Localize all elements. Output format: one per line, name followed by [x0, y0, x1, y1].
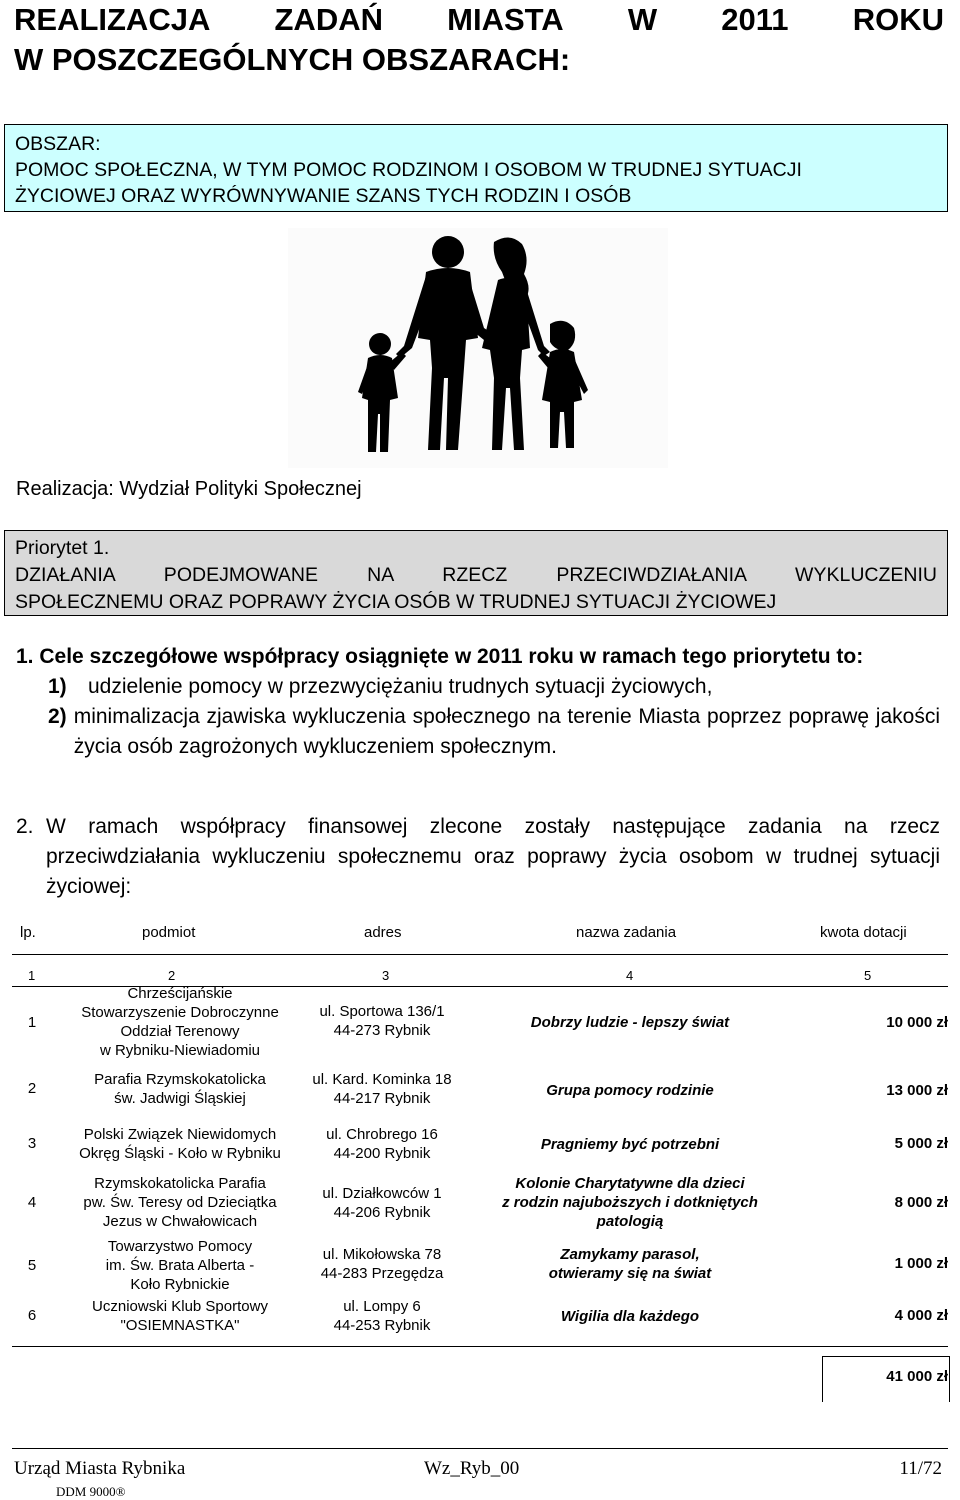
- adres-line: ul. Działkowców 1: [322, 1185, 442, 1202]
- goals-heading: 1. Cele szczegółowe współpracy osiągnięte w 2011 roku w ramach tego priorytetu to:: [16, 645, 864, 668]
- row-nazwa: [480, 1013, 780, 1032]
- adres-line: 44-253 Rybnik: [333, 1317, 431, 1334]
- total-amount: 41 000 zł: [886, 1368, 948, 1385]
- adres-line: 44-273 Rybnik: [333, 1022, 431, 1039]
- podmiot-line: Oddział Terenowy: [120, 1023, 240, 1040]
- nazwa-line: z rodzin najuboższych i dotkniętych: [502, 1194, 758, 1211]
- footer-divider: [12, 1448, 948, 1449]
- priorytet-line-2: SPOŁECZNEMU ORAZ POPRAWY ŻYCIA OSÓB W TRUDNEJ SYTUACJI ŻYCIOWEJ: [15, 591, 777, 613]
- adres-line: ul. Mikołowska 78: [322, 1246, 442, 1263]
- goal-item: [16, 702, 940, 762]
- header-divider: [12, 954, 948, 955]
- realizacja-text: Realizacja: Wydział Polityki Społecznej: [16, 478, 362, 500]
- nazwa-line: Dobrzy ludzie - lepszy świat: [530, 1014, 730, 1031]
- section-2-number: 2.: [16, 815, 34, 838]
- title-line-1: [14, 0, 944, 40]
- obszar-box: [4, 124, 948, 212]
- table-header: [12, 918, 948, 948]
- goal-number: 1): [48, 675, 67, 698]
- row-adres: [302, 1297, 462, 1335]
- podmiot-line: Towarzystwo Pomocy: [107, 1238, 253, 1255]
- section-2-text: W ramach współpracy finansowej zlecone zostały następujące zadania na rzecz przeciwdziałania wykluczeniu społecznemu oraz poprawy życia osobom w trudnej sytuacji życiowej:: [46, 815, 940, 898]
- goal-number: 2): [48, 705, 67, 728]
- row-lp: 6: [27, 1307, 37, 1324]
- row-kwota: 1 000 zł: [894, 1255, 948, 1272]
- row-kwota: 8 000 zł: [894, 1194, 948, 1211]
- podmiot-line: Stowarzyszenie Dobroczynne: [81, 1004, 279, 1021]
- priorytet-line-1: DZIAŁANIA PODEJMOWANE NA RZECZ PRZECIWDZIAŁANIA WYKLUCZENIU: [15, 564, 937, 586]
- col-number: 2: [168, 968, 176, 983]
- header-nazwa: nazwa zadania: [576, 924, 677, 941]
- row-lp: 2: [27, 1080, 37, 1097]
- adres-line: ul. Sportowa 136/1: [319, 1003, 445, 1020]
- row-lp: 4: [27, 1194, 37, 1211]
- row-kwota: 13 000 zł: [886, 1082, 948, 1099]
- title-word: W: [627, 2, 658, 37]
- header-kwota: kwota dotacji: [820, 924, 907, 941]
- nazwa-line: Kolonie Charytatywne dla dzieci: [515, 1175, 745, 1192]
- podmiot-line: im. Św. Brata Alberta -: [105, 1257, 255, 1274]
- row-podmiot: [60, 984, 300, 1060]
- priorytet-label: Priorytet 1.: [15, 537, 110, 559]
- adres-line: ul. Chrobrego 16: [326, 1126, 438, 1143]
- title-word: 2011: [721, 2, 789, 37]
- nazwa-line: patologią: [596, 1213, 664, 1230]
- nazwa-line: Pragniemy być potrzebni: [540, 1136, 720, 1153]
- obszar-label: OBSZAR:: [15, 133, 101, 155]
- podmiot-line: św. Jadwigi Śląskiej: [114, 1090, 246, 1107]
- podmiot-line: Rzymskokatolicka Parafia: [94, 1175, 266, 1192]
- adres-line: 44-200 Rybnik: [333, 1145, 431, 1162]
- adres-line: 44-283 Przegędza: [320, 1265, 444, 1282]
- nazwa-line: Grupa pomocy rodzinie: [546, 1082, 714, 1099]
- footer-center: Wz_Ryb_00: [424, 1458, 520, 1479]
- adres-line: ul. Lompy 6: [343, 1298, 421, 1315]
- col-number: 1: [28, 968, 36, 983]
- podmiot-line: "OSIEMNASTKA": [120, 1317, 240, 1334]
- header-adres: adres: [364, 924, 402, 941]
- footer-page-number: 11/72: [899, 1458, 942, 1479]
- header-lp: lp.: [20, 924, 36, 941]
- obszar-line-2: ŻYCIOWEJ ORAZ WYRÓWNYWANIE SZANS TYCH RODZIN I OSÓB: [15, 185, 632, 207]
- row-nazwa: [480, 1174, 780, 1231]
- col-number: 3: [382, 968, 390, 983]
- title-word: MIASTA: [447, 2, 564, 37]
- adres-line: 44-217 Rybnik: [333, 1090, 431, 1107]
- row-nazwa: [480, 1245, 780, 1283]
- goal-text: udzielenie pomocy w przezwyciężaniu trudnych sytuacji życiowych,: [88, 675, 713, 698]
- row-podmiot: [60, 1070, 300, 1108]
- row-nazwa: [480, 1135, 780, 1154]
- row-nazwa: [480, 1307, 780, 1326]
- row-lp: 1: [27, 1014, 37, 1031]
- col-number: 4: [626, 968, 634, 983]
- nazwa-line: otwieramy się na świat: [548, 1265, 712, 1282]
- row-kwota: 10 000 zł: [886, 1014, 948, 1031]
- podmiot-line: w Rybniku-Niewiadomiu: [99, 1042, 261, 1059]
- row-lp: 5: [27, 1257, 37, 1274]
- podmiot-line: Uczniowski Klub Sportowy: [92, 1298, 268, 1315]
- row-podmiot: [60, 1174, 300, 1231]
- table-bottom-divider: [12, 1346, 948, 1347]
- row-nazwa: [480, 1081, 780, 1100]
- row-adres: [302, 1184, 462, 1222]
- podmiot-line: Koło Rybnickie: [130, 1276, 230, 1293]
- title-word: ZADAŃ: [274, 2, 383, 37]
- page-title: [14, 0, 944, 80]
- title-word: REALIZACJA: [14, 2, 211, 37]
- footer-sub: DDM 9000®: [56, 1484, 126, 1499]
- row-adres: [302, 1002, 462, 1040]
- row-kwota: 5 000 zł: [894, 1135, 948, 1152]
- section-2-intro: [16, 812, 940, 902]
- row-adres: [302, 1245, 462, 1283]
- podmiot-line: Parafia Rzymskokatolicka: [94, 1071, 266, 1088]
- section-1-goals: [16, 642, 940, 762]
- podmiot-line: Chrześcijańskie: [127, 985, 233, 1002]
- podmiot-line: Polski Związek Niewidomych: [83, 1126, 277, 1143]
- row-podmiot: [60, 1297, 300, 1335]
- header-podmiot: podmiot: [142, 924, 196, 941]
- nazwa-line: Wigilia dla każdego: [560, 1308, 700, 1325]
- goal-text: minimalizacja zjawiska wykluczenia społecznego na terenie Miasta poprzez poprawę jakości życia osób zagrożonych wykluczeniem społecznym.: [73, 705, 940, 758]
- podmiot-line: Jezus w Chwałowicach: [102, 1213, 258, 1230]
- adres-line: 44-206 Rybnik: [333, 1204, 431, 1221]
- row-adres: [302, 1070, 462, 1108]
- podmiot-line: Okręg Śląski - Koło w Rybniku: [79, 1145, 281, 1162]
- adres-line: ul. Kard. Kominka 18: [312, 1071, 452, 1088]
- nazwa-line: Zamykamy parasol,: [560, 1246, 700, 1263]
- priorytet-box: [4, 530, 948, 616]
- podmiot-line: pw. Św. Teresy od Dzieciątka: [83, 1194, 277, 1211]
- col-number: 5: [864, 968, 872, 983]
- family-silhouette-image: [288, 228, 668, 468]
- title-word: ROKU: [852, 2, 944, 37]
- row-lp: 3: [27, 1135, 37, 1152]
- goal-item: [16, 672, 940, 702]
- obszar-line-1: POMOC SPOŁECZNA, W TYM POMOC RODZINOM I OSOBOM W TRUDNEJ SYTUACJI: [15, 159, 802, 181]
- row-podmiot: [60, 1237, 300, 1294]
- footer-left: Urząd Miasta Rybnika: [14, 1458, 186, 1479]
- row-kwota: 4 000 zł: [894, 1307, 948, 1324]
- row-adres: [302, 1125, 462, 1163]
- row-podmiot: [60, 1125, 300, 1163]
- title-line-2: W POSZCZEGÓLNYCH OBSZARACH:: [14, 42, 571, 77]
